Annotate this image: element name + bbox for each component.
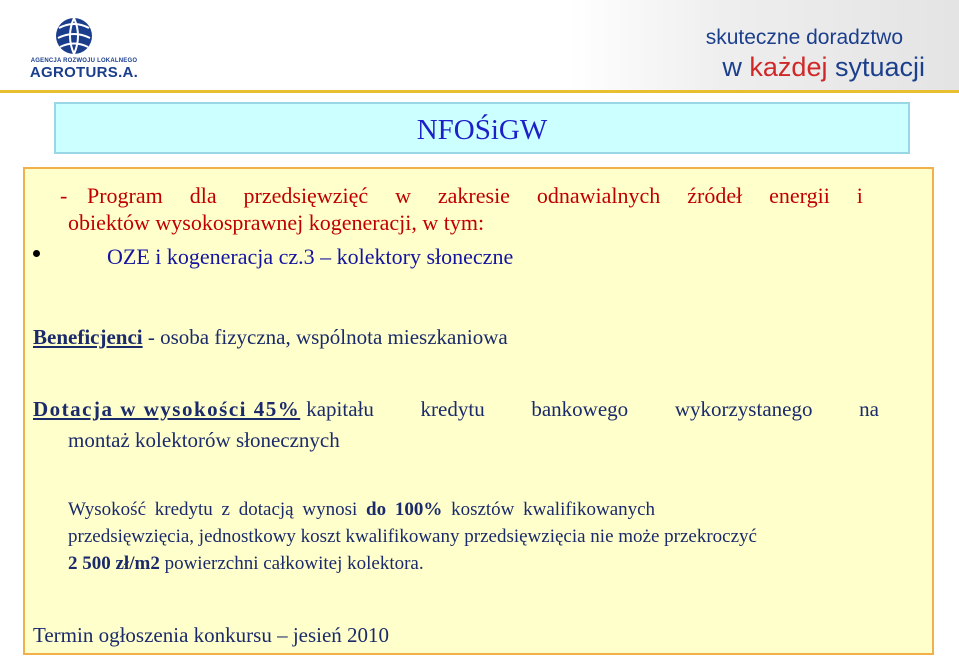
beneficjenci-text: - osoba fizyczna, wspólnota mieszkaniowa (142, 325, 508, 349)
dotacja-line2: montaż kolektorów słonecznych (68, 428, 340, 452)
agrotur-logo (14, 14, 144, 84)
dotacja-word: bankowego (531, 397, 629, 421)
tagline-area (569, 0, 959, 90)
logo-agency-text: AGENCJA ROZWOJU LOKALNEGO (30, 58, 138, 64)
wysokosc-amount: 2 500 zł/m2 (68, 553, 160, 574)
dotacja-word: kredytu (420, 397, 485, 421)
dotacja-word: na (859, 397, 879, 421)
program-word: i (856, 183, 863, 208)
title-box (54, 102, 910, 154)
program-word: energii (769, 183, 830, 208)
tagline-line1: skuteczne doradztwo (705, 26, 903, 49)
program-dash: - (60, 183, 68, 208)
termin-line: Termin ogłoszenia konkursu – jesień 2010 (33, 623, 390, 647)
program-word: zakresie (437, 183, 510, 208)
program-word: Program (87, 183, 163, 208)
page-title: NFOŚiGW (416, 114, 548, 146)
beneficjenci-line (33, 325, 508, 350)
wysokosc-line2: przedsięwzięcia, jednostkowy koszt kwalifikowany przedsięwzięcia nie może przekroczyć (68, 526, 757, 547)
dotacja-rest (306, 397, 879, 422)
wysokosc-line3-rest: powierzchni całkowitej kolektora. (159, 553, 424, 574)
header-divider (0, 90, 959, 93)
wysokosc-b: do 100% (366, 499, 443, 520)
dotacja-word: wykorzystanego (674, 397, 813, 421)
wysokosc-a: Wysokość kredytu z dotacją wynosi (68, 499, 366, 520)
wysokosc-line1 (68, 499, 655, 521)
logo-brand-main: AGROTUR (29, 64, 108, 81)
tagline-w: w (722, 52, 742, 82)
program-word: przedsięwzięć (243, 183, 369, 208)
program-word: źródeł (687, 183, 743, 208)
dotacja-word: kapitału (306, 397, 374, 421)
dotacja-label: Dotacja w wysokości 45% (33, 397, 301, 421)
header (0, 0, 959, 92)
program-word: odnawialnych (536, 183, 661, 208)
bullet-dot-icon (33, 250, 40, 257)
program-line2: obiektów wysokosprawnej kogeneracji, w tym: (68, 210, 485, 235)
wysokosc-c: kosztów kwalifikowanych (442, 499, 656, 520)
logo-brand (14, 64, 154, 81)
wysokosc-line3 (68, 553, 424, 575)
tagline-sytuacji: sytuacji (834, 52, 925, 82)
program-word: dla (189, 183, 217, 208)
beneficjenci-label: Beneficjenci (33, 325, 143, 349)
dotacja-line1 (33, 397, 879, 422)
tagline-line2 (722, 52, 925, 83)
program-line1 (87, 185, 863, 207)
bullet-oze-text: OZE i kogeneracja cz.3 – kolektory słoneczne (107, 244, 514, 269)
tagline-kazdej: każdej (749, 52, 828, 82)
content-box (23, 167, 934, 655)
program-word: w (395, 183, 411, 208)
logo-brand-suffix: S.A. (107, 64, 139, 81)
globe-icon (14, 14, 154, 60)
